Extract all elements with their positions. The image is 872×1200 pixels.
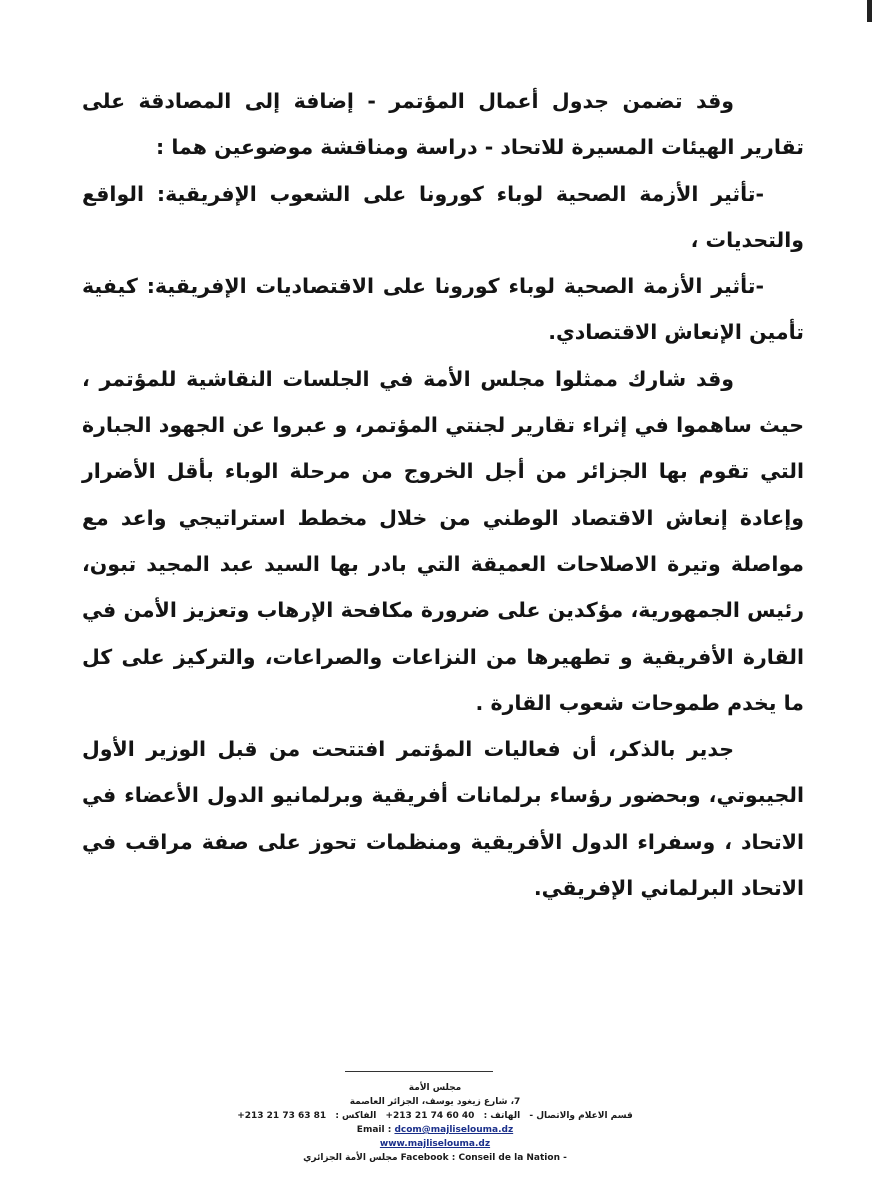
footer-phone: +213 21 74 60 40 bbox=[385, 1111, 475, 1121]
footer-email-label: Email : bbox=[356, 1125, 392, 1135]
scan-edge-mark bbox=[867, 0, 872, 22]
footer-email-line bbox=[200, 1123, 670, 1137]
footer-email-link[interactable]: dcom@majliselouma.dz bbox=[394, 1125, 514, 1135]
footer-address: 7، شارع زيغود يوسف، الجزائر العاصمة bbox=[349, 1097, 521, 1107]
paragraph-opening: جدير بالذكر، أن فعاليات المؤتمر افتتحت من قبل الوزير الأول الجيبوتي، وبحضور رؤساء برلمانات أفريقية وبرلمانيو الدول الأعضاء في الاتحاد ، وسفراء الدول الأفريقية ومنظمات تحوز على صفة مراقب في الاتحاد البرلماني الإفريقي. bbox=[82, 737, 804, 901]
footer-org-name: مجلس الأمة bbox=[408, 1083, 462, 1093]
paragraph-topic-economy: -تأثير الأزمة الصحية لوباء كورونا على الاقتصاديات الإفريقية: كيفية تأمين الإنعاش الاقتصادي. bbox=[82, 274, 804, 345]
footer-website-line bbox=[200, 1137, 670, 1151]
footer-fax: +213 21 73 63 81 bbox=[237, 1111, 327, 1121]
footer-phone-label: الهاتف : bbox=[483, 1111, 521, 1121]
paragraph-participation: وقد شارك ممثلوا مجلس الأمة في الجلسات النقاشية للمؤتمر ، حيث ساهموا في إثراء تقارير لجنتي المؤتمر، و عبروا عن الجهود الجبارة التي تقوم بها الجزائر من أجل الخروج من مرحلة الوباء بأقل الأضرار وإعادة إنعاش الاقتصاد الوطني من خلال مخطط استراتيجي واعد مع مواصلة وتيرة الاصلاحات العميقة التي بادر بها السيد عبد المجيد تبون، رئيس الجمهورية، مؤكدين على ضرورة مكافحة الإرهاب وتعزيز الأمن في القارة الأفريقية و تطهيرها من النزاعات والصراعات، والتركيز على كل ما يخدم طموحات شعوب القارة . bbox=[82, 366, 804, 715]
footer-facebook-ar: مجلس الأمة الجزائري bbox=[303, 1153, 398, 1163]
footer-facebook-label: Facebook : Conseil de la Nation - bbox=[400, 1153, 567, 1163]
paragraph-topic-health: -تأثير الأزمة الصحية لوباء كورونا على الشعوب الإفريقية: الواقع والتحديات ، bbox=[82, 181, 804, 252]
letterhead-footer bbox=[200, 1081, 670, 1165]
footer-fax-label: الفاكس : bbox=[335, 1111, 377, 1121]
footer-facebook-line bbox=[200, 1151, 670, 1165]
footer-contacts bbox=[200, 1109, 670, 1123]
footer-website-link[interactable]: www.majliselouma.dz bbox=[379, 1139, 491, 1149]
paragraph-agenda: وقد تضمن جدول أعمال المؤتمر - إضافة إلى المصادقة على تقارير الهيئات المسيرة للاتحاد - دراسة ومناقشة موضوعين هما : bbox=[82, 89, 804, 160]
footer-department: قسم الاعلام والاتصال - bbox=[529, 1111, 633, 1121]
footer-divider bbox=[345, 1071, 493, 1072]
document-body bbox=[82, 78, 804, 911]
